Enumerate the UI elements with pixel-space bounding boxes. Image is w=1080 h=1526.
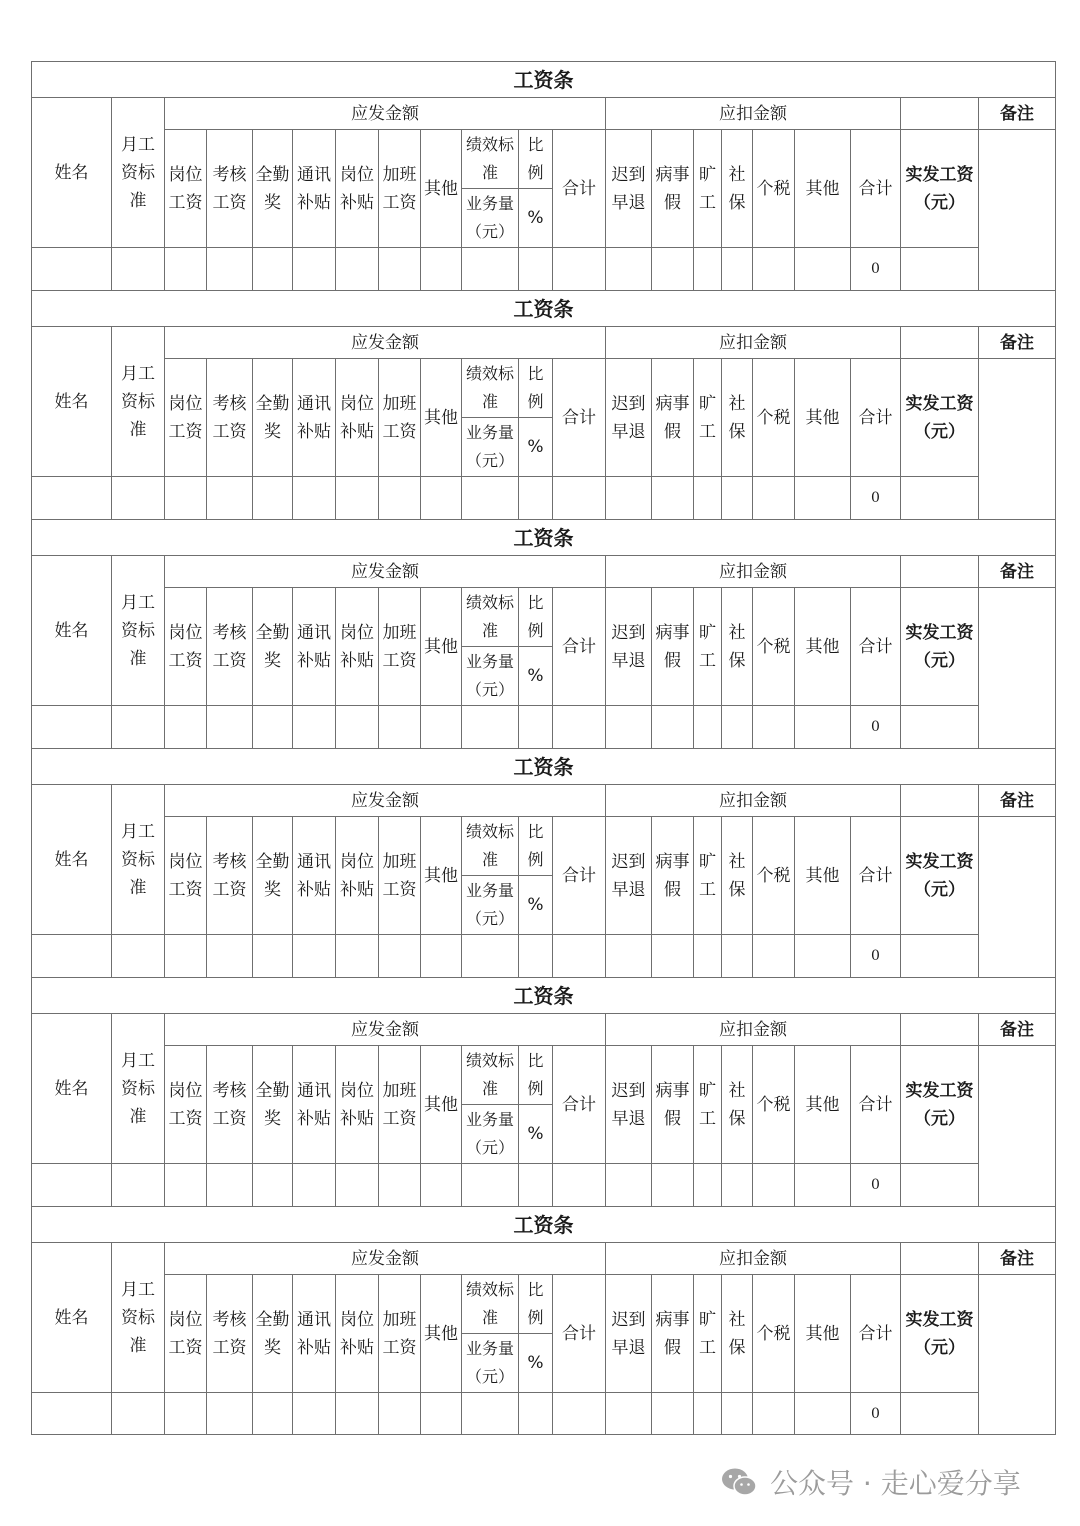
post-wage-header: 岗位工资: [164, 358, 206, 476]
slip-title: 工资条: [31, 748, 1056, 784]
deduct-total-value: 0: [850, 247, 900, 290]
deduct-total-value: 0: [850, 476, 900, 519]
deduct-total-header: 合计: [850, 587, 900, 705]
net-pay-header: 实发工资（元）: [900, 129, 978, 247]
net-pay-top-blank: [900, 1242, 978, 1274]
late-early-value: [605, 705, 651, 748]
social-insurance-header: 社保: [721, 1274, 752, 1392]
overtime-wage-value: [378, 705, 420, 748]
assessment-wage-header: 考核工资: [206, 129, 252, 247]
payslip: [31, 748, 1056, 977]
net-pay-value: [900, 476, 978, 519]
net-pay-header: 实发工资（元）: [900, 816, 978, 934]
ratio-value: [518, 705, 552, 748]
post-allowance-value: [335, 934, 378, 977]
attendance-bonus-value: [252, 1163, 292, 1206]
post-wage-value: [164, 476, 206, 519]
post-allowance-header: 岗位补贴: [335, 1045, 378, 1163]
net-pay-value: [900, 1163, 978, 1206]
social-insurance-header: 社保: [721, 1045, 752, 1163]
overtime-wage-value: [378, 1392, 420, 1435]
gross-subtotal-value: [552, 705, 605, 748]
deduct-other-header: 其他: [794, 816, 850, 934]
name-value: [31, 705, 111, 748]
post-wage-header: 岗位工资: [164, 1274, 206, 1392]
comm-allowance-header: 通讯补贴: [292, 129, 335, 247]
overtime-wage-header: 加班工资: [378, 129, 420, 247]
late-early-header: 迟到早退: [605, 587, 651, 705]
net-pay-header: 实发工资（元）: [900, 358, 978, 476]
gross-group-header: 应发金额: [164, 784, 605, 816]
deduct-total-header: 合计: [850, 1045, 900, 1163]
watermark: [720, 1460, 1021, 1504]
gross-subtotal-value: [552, 247, 605, 290]
income-tax-value: [752, 247, 794, 290]
deduct-total-value: 0: [850, 934, 900, 977]
other-value: [420, 476, 461, 519]
sick-leave-header: 病事假: [651, 358, 693, 476]
post-allowance-header: 岗位补贴: [335, 1274, 378, 1392]
deduct-group-header: 应扣金额: [605, 1013, 900, 1045]
overtime-wage-value: [378, 247, 420, 290]
sick-leave-header: 病事假: [651, 587, 693, 705]
sick-leave-value: [651, 1163, 693, 1206]
deduct-other-header: 其他: [794, 587, 850, 705]
payslip: [31, 61, 1056, 290]
net-pay-top-blank: [900, 555, 978, 587]
attendance-bonus-header: 全勤奖: [252, 358, 292, 476]
sick-leave-value: [651, 476, 693, 519]
name-header: 姓名: [31, 326, 111, 476]
deduct-total-header: 合计: [850, 129, 900, 247]
net-pay-value: [900, 934, 978, 977]
comm-allowance-header: 通讯补贴: [292, 358, 335, 476]
name-value: [31, 1392, 111, 1435]
percent-header: %: [518, 1333, 552, 1392]
social-insurance-value: [721, 705, 752, 748]
comm-allowance-header: 通讯补贴: [292, 1274, 335, 1392]
name-value: [31, 1163, 111, 1206]
ratio-header: 比例: [518, 587, 552, 646]
monthly-standard-value: [111, 247, 164, 290]
volume-header: 业务量（元）: [461, 417, 518, 476]
ratio-value: [518, 247, 552, 290]
absent-header: 旷工: [693, 1274, 721, 1392]
assessment-wage-header: 考核工资: [206, 1045, 252, 1163]
payslip: [31, 977, 1056, 1206]
percent-header: %: [518, 1104, 552, 1163]
watermark-text: 公众号 · 走心爱分享: [770, 1467, 1021, 1500]
perf-standard-header: 绩效标准: [461, 358, 518, 417]
sick-leave-header: 病事假: [651, 129, 693, 247]
monthly-standard-value: [111, 705, 164, 748]
ratio-value: [518, 934, 552, 977]
absent-value: [693, 1392, 721, 1435]
post-allowance-header: 岗位补贴: [335, 587, 378, 705]
monthly-standard-header: 月工资标准: [111, 555, 164, 705]
gross-subtotal-value: [552, 476, 605, 519]
deduct-other-value: [794, 247, 850, 290]
gross-subtotal-header: 合计: [552, 816, 605, 934]
post-wage-header: 岗位工资: [164, 587, 206, 705]
assessment-wage-value: [206, 705, 252, 748]
social-insurance-value: [721, 247, 752, 290]
social-insurance-value: [721, 934, 752, 977]
attendance-bonus-value: [252, 476, 292, 519]
name-header: 姓名: [31, 97, 111, 247]
post-allowance-value: [335, 705, 378, 748]
slip-title: 工资条: [31, 519, 1056, 555]
net-pay-header: 实发工资（元）: [900, 587, 978, 705]
ratio-value: [518, 476, 552, 519]
deduct-total-value: 0: [850, 705, 900, 748]
overtime-wage-value: [378, 1163, 420, 1206]
remarks-cell: [978, 1274, 1056, 1435]
post-allowance-value: [335, 476, 378, 519]
late-early-header: 迟到早退: [605, 1274, 651, 1392]
ratio-header: 比例: [518, 129, 552, 188]
net-pay-value: [900, 705, 978, 748]
percent-header: %: [518, 646, 552, 705]
post-allowance-header: 岗位补贴: [335, 358, 378, 476]
deduct-total-header: 合计: [850, 358, 900, 476]
deduct-total-header: 合计: [850, 1274, 900, 1392]
gross-group-header: 应发金额: [164, 555, 605, 587]
wechat-icon: [720, 1466, 760, 1498]
volume-header: 业务量（元）: [461, 875, 518, 934]
absent-value: [693, 705, 721, 748]
remarks-header: 备注: [978, 326, 1056, 358]
income-tax-value: [752, 476, 794, 519]
percent-header: %: [518, 188, 552, 247]
ratio-header: 比例: [518, 1045, 552, 1104]
gross-subtotal-value: [552, 934, 605, 977]
income-tax-header: 个税: [752, 587, 794, 705]
payslip: [31, 1206, 1056, 1435]
assessment-wage-value: [206, 247, 252, 290]
deduct-other-header: 其他: [794, 129, 850, 247]
ratio-header: 比例: [518, 816, 552, 875]
name-header: 姓名: [31, 784, 111, 934]
gross-subtotal-header: 合计: [552, 129, 605, 247]
assessment-wage-header: 考核工资: [206, 358, 252, 476]
attendance-bonus-value: [252, 1392, 292, 1435]
absent-value: [693, 934, 721, 977]
deduct-other-header: 其他: [794, 1274, 850, 1392]
monthly-standard-value: [111, 1163, 164, 1206]
post-allowance-value: [335, 1163, 378, 1206]
post-allowance-value: [335, 1392, 378, 1435]
late-early-value: [605, 1392, 651, 1435]
late-early-header: 迟到早退: [605, 358, 651, 476]
sick-leave-value: [651, 934, 693, 977]
income-tax-value: [752, 1392, 794, 1435]
other-header: 其他: [420, 1045, 461, 1163]
overtime-wage-value: [378, 934, 420, 977]
late-early-value: [605, 476, 651, 519]
other-header: 其他: [420, 587, 461, 705]
other-header: 其他: [420, 1274, 461, 1392]
sick-leave-header: 病事假: [651, 1045, 693, 1163]
slip-title: 工资条: [31, 290, 1056, 326]
assessment-wage-value: [206, 934, 252, 977]
deduct-other-header: 其他: [794, 1045, 850, 1163]
gross-subtotal-value: [552, 1392, 605, 1435]
attendance-bonus-header: 全勤奖: [252, 1045, 292, 1163]
late-early-header: 迟到早退: [605, 129, 651, 247]
remarks-cell: [978, 1045, 1056, 1206]
deduct-other-value: [794, 1163, 850, 1206]
overtime-wage-header: 加班工资: [378, 1274, 420, 1392]
monthly-standard-header: 月工资标准: [111, 326, 164, 476]
gross-group-header: 应发金额: [164, 1013, 605, 1045]
deduct-group-header: 应扣金额: [605, 784, 900, 816]
comm-allowance-header: 通讯补贴: [292, 587, 335, 705]
comm-allowance-value: [292, 476, 335, 519]
absent-header: 旷工: [693, 129, 721, 247]
remarks-cell: [978, 129, 1056, 290]
remarks-header: 备注: [978, 97, 1056, 129]
deduct-group-header: 应扣金额: [605, 97, 900, 129]
net-pay-header: 实发工资（元）: [900, 1274, 978, 1392]
late-early-header: 迟到早退: [605, 816, 651, 934]
percent-header: %: [518, 875, 552, 934]
other-value: [420, 1392, 461, 1435]
assessment-wage-header: 考核工资: [206, 1274, 252, 1392]
deduct-group-header: 应扣金额: [605, 555, 900, 587]
remarks-header: 备注: [978, 1013, 1056, 1045]
deduct-other-value: [794, 934, 850, 977]
volume-header: 业务量（元）: [461, 646, 518, 705]
absent-value: [693, 1163, 721, 1206]
attendance-bonus-header: 全勤奖: [252, 816, 292, 934]
attendance-bonus-value: [252, 705, 292, 748]
net-pay-top-blank: [900, 97, 978, 129]
deduct-total-value: 0: [850, 1163, 900, 1206]
comm-allowance-header: 通讯补贴: [292, 816, 335, 934]
net-pay-top-blank: [900, 326, 978, 358]
social-insurance-value: [721, 1392, 752, 1435]
volume-header: 业务量（元）: [461, 1104, 518, 1163]
post-wage-value: [164, 1392, 206, 1435]
gross-group-header: 应发金额: [164, 326, 605, 358]
attendance-bonus-value: [252, 247, 292, 290]
slip-title: 工资条: [31, 1206, 1056, 1242]
post-wage-header: 岗位工资: [164, 816, 206, 934]
sick-leave-value: [651, 247, 693, 290]
deduct-other-value: [794, 476, 850, 519]
sick-leave-header: 病事假: [651, 1274, 693, 1392]
absent-header: 旷工: [693, 1045, 721, 1163]
name-header: 姓名: [31, 1013, 111, 1163]
post-allowance-value: [335, 247, 378, 290]
perf-value: [461, 247, 518, 290]
social-insurance-header: 社保: [721, 358, 752, 476]
income-tax-header: 个税: [752, 129, 794, 247]
perf-value: [461, 705, 518, 748]
income-tax-header: 个税: [752, 1045, 794, 1163]
other-value: [420, 247, 461, 290]
perf-standard-header: 绩效标准: [461, 587, 518, 646]
other-value: [420, 934, 461, 977]
monthly-standard-header: 月工资标准: [111, 1013, 164, 1163]
assessment-wage-value: [206, 476, 252, 519]
overtime-wage-header: 加班工资: [378, 1045, 420, 1163]
social-insurance-header: 社保: [721, 587, 752, 705]
gross-group-header: 应发金额: [164, 97, 605, 129]
deduct-group-header: 应扣金额: [605, 326, 900, 358]
comm-allowance-header: 通讯补贴: [292, 1045, 335, 1163]
late-early-value: [605, 247, 651, 290]
income-tax-header: 个税: [752, 816, 794, 934]
income-tax-value: [752, 934, 794, 977]
social-insurance-value: [721, 476, 752, 519]
income-tax-value: [752, 705, 794, 748]
monthly-standard-header: 月工资标准: [111, 784, 164, 934]
attendance-bonus-header: 全勤奖: [252, 587, 292, 705]
monthly-standard-header: 月工资标准: [111, 97, 164, 247]
post-wage-value: [164, 705, 206, 748]
monthly-standard-header: 月工资标准: [111, 1242, 164, 1392]
perf-value: [461, 1163, 518, 1206]
assessment-wage-value: [206, 1163, 252, 1206]
perf-value: [461, 934, 518, 977]
name-value: [31, 476, 111, 519]
other-value: [420, 705, 461, 748]
deduct-other-header: 其他: [794, 358, 850, 476]
perf-standard-header: 绩效标准: [461, 816, 518, 875]
income-tax-value: [752, 1163, 794, 1206]
post-allowance-header: 岗位补贴: [335, 816, 378, 934]
comm-allowance-value: [292, 247, 335, 290]
name-value: [31, 934, 111, 977]
late-early-header: 迟到早退: [605, 1045, 651, 1163]
overtime-wage-value: [378, 476, 420, 519]
perf-value: [461, 1392, 518, 1435]
other-header: 其他: [420, 816, 461, 934]
payslip: [31, 519, 1056, 748]
late-early-value: [605, 1163, 651, 1206]
ratio-value: [518, 1392, 552, 1435]
post-allowance-header: 岗位补贴: [335, 129, 378, 247]
ratio-value: [518, 1163, 552, 1206]
perf-standard-header: 绩效标准: [461, 1274, 518, 1333]
net-pay-value: [900, 247, 978, 290]
monthly-standard-value: [111, 1392, 164, 1435]
volume-header: 业务量（元）: [461, 188, 518, 247]
other-header: 其他: [420, 358, 461, 476]
overtime-wage-header: 加班工资: [378, 816, 420, 934]
social-insurance-header: 社保: [721, 129, 752, 247]
assessment-wage-header: 考核工资: [206, 587, 252, 705]
attendance-bonus-header: 全勤奖: [252, 129, 292, 247]
remarks-cell: [978, 816, 1056, 977]
perf-standard-header: 绩效标准: [461, 1045, 518, 1104]
comm-allowance-value: [292, 1392, 335, 1435]
payslip: [31, 290, 1056, 519]
post-wage-value: [164, 247, 206, 290]
absent-header: 旷工: [693, 358, 721, 476]
late-early-value: [605, 934, 651, 977]
overtime-wage-header: 加班工资: [378, 358, 420, 476]
payslip-sheet: [31, 61, 1056, 1435]
net-pay-value: [900, 1392, 978, 1435]
post-wage-header: 岗位工资: [164, 1045, 206, 1163]
absent-value: [693, 247, 721, 290]
overtime-wage-header: 加班工资: [378, 587, 420, 705]
deduct-other-value: [794, 1392, 850, 1435]
post-wage-header: 岗位工资: [164, 129, 206, 247]
gross-group-header: 应发金额: [164, 1242, 605, 1274]
absent-header: 旷工: [693, 587, 721, 705]
slip-title: 工资条: [31, 61, 1056, 97]
social-insurance-value: [721, 1163, 752, 1206]
gross-subtotal-header: 合计: [552, 358, 605, 476]
deduct-total-header: 合计: [850, 816, 900, 934]
income-tax-header: 个税: [752, 1274, 794, 1392]
ratio-header: 比例: [518, 358, 552, 417]
comm-allowance-value: [292, 934, 335, 977]
remarks-header: 备注: [978, 784, 1056, 816]
remarks-cell: [978, 358, 1056, 519]
attendance-bonus-header: 全勤奖: [252, 1274, 292, 1392]
absent-header: 旷工: [693, 816, 721, 934]
deduct-total-value: 0: [850, 1392, 900, 1435]
gross-subtotal-header: 合计: [552, 587, 605, 705]
remarks-cell: [978, 587, 1056, 748]
sick-leave-value: [651, 705, 693, 748]
attendance-bonus-value: [252, 934, 292, 977]
net-pay-top-blank: [900, 1013, 978, 1045]
other-header: 其他: [420, 129, 461, 247]
net-pay-header: 实发工资（元）: [900, 1045, 978, 1163]
perf-standard-header: 绩效标准: [461, 129, 518, 188]
deduct-other-value: [794, 705, 850, 748]
remarks-header: 备注: [978, 555, 1056, 587]
deduct-group-header: 应扣金额: [605, 1242, 900, 1274]
name-value: [31, 247, 111, 290]
assessment-wage-header: 考核工资: [206, 816, 252, 934]
sick-leave-header: 病事假: [651, 816, 693, 934]
percent-header: %: [518, 417, 552, 476]
other-value: [420, 1163, 461, 1206]
gross-subtotal-header: 合计: [552, 1045, 605, 1163]
post-wage-value: [164, 1163, 206, 1206]
perf-value: [461, 476, 518, 519]
name-header: 姓名: [31, 555, 111, 705]
social-insurance-header: 社保: [721, 816, 752, 934]
ratio-header: 比例: [518, 1274, 552, 1333]
name-header: 姓名: [31, 1242, 111, 1392]
sick-leave-value: [651, 1392, 693, 1435]
monthly-standard-value: [111, 934, 164, 977]
monthly-standard-value: [111, 476, 164, 519]
post-wage-value: [164, 934, 206, 977]
remarks-header: 备注: [978, 1242, 1056, 1274]
slip-title: 工资条: [31, 977, 1056, 1013]
volume-header: 业务量（元）: [461, 1333, 518, 1392]
gross-subtotal-header: 合计: [552, 1274, 605, 1392]
net-pay-top-blank: [900, 784, 978, 816]
gross-subtotal-value: [552, 1163, 605, 1206]
income-tax-header: 个税: [752, 358, 794, 476]
assessment-wage-value: [206, 1392, 252, 1435]
comm-allowance-value: [292, 1163, 335, 1206]
comm-allowance-value: [292, 705, 335, 748]
absent-value: [693, 476, 721, 519]
